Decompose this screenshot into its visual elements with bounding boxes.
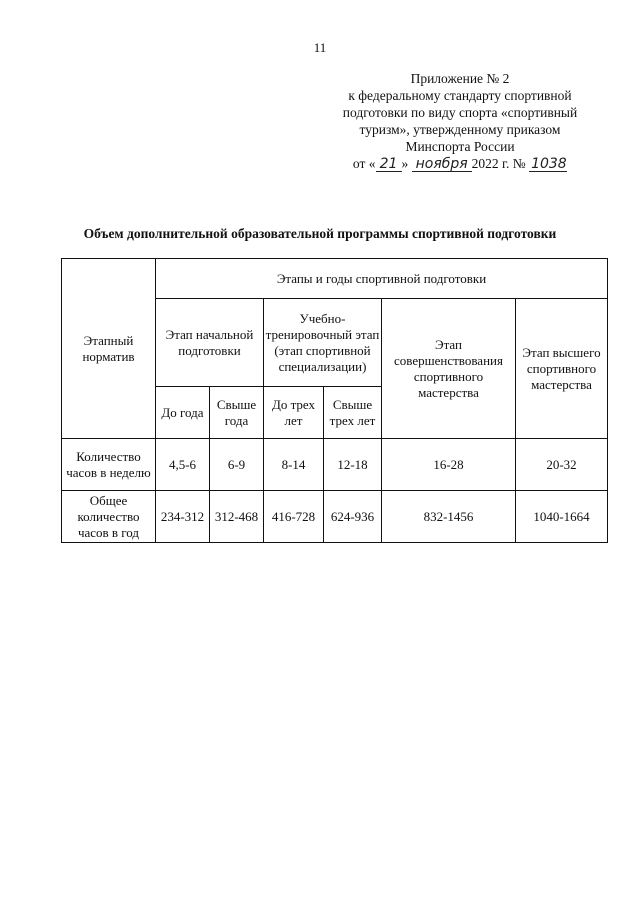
table-cell: 16-28	[382, 439, 516, 491]
document-title: Объем дополнительной образовательной программы спортивной подготовки	[83, 226, 557, 241]
table-cell: 4,5-6	[156, 439, 210, 491]
header-training-stage: Учебно-тренировочный этап (этап спортивной специализации)	[264, 299, 382, 387]
header-stage-norm: Этапный норматив	[62, 259, 156, 439]
date-suffix: 2022 г. №	[471, 156, 526, 171]
table-cell: 20-32	[516, 439, 608, 491]
handwritten-month: ноября	[412, 157, 472, 172]
row-label: Общее количество часов в год	[62, 491, 156, 543]
table-cell: 624-936	[324, 491, 382, 543]
appendix-header	[290, 70, 630, 172]
table-cell: 312-468	[210, 491, 264, 543]
table-cell: 6-9	[210, 439, 264, 491]
appendix-line-3: подготовки по виду спорта «спортивный	[342, 105, 578, 120]
table-cell: 832-1456	[382, 491, 516, 543]
program-volume-table	[61, 258, 608, 543]
date-separator: »	[401, 156, 409, 171]
appendix-line-2: к федеральному стандарту спортивной	[348, 88, 572, 103]
subheader-initial-up-to-year: До года	[156, 387, 210, 439]
appendix-date-line	[290, 155, 630, 172]
subheader-training-over-three: Свыше трех лет	[324, 387, 382, 439]
table-cell: 1040-1664	[516, 491, 608, 543]
header-perfection-stage: Этап совершенствования спортивного мастерства	[382, 299, 516, 439]
header-initial-stage: Этап начальной подготовки	[156, 299, 264, 387]
appendix-line-4: туризм», утвержденному приказом	[359, 122, 561, 137]
header-stages-years: Этапы и годы спортивной подготовки	[156, 259, 608, 299]
page-number: 11	[313, 40, 327, 55]
handwritten-order-number: 1038	[531, 156, 567, 172]
table-cell: 234-312	[156, 491, 210, 543]
appendix-line-5: Минспорта России	[405, 139, 515, 154]
header-higher-stage: Этап высшего спортивного мастерства	[516, 299, 608, 439]
table-row	[62, 491, 608, 543]
date-prefix: от «	[352, 156, 376, 171]
appendix-line-1: Приложение № 2	[410, 71, 510, 86]
table-row	[62, 439, 608, 491]
subheader-training-up-to-three: До трех лет	[264, 387, 324, 439]
table-cell: 416-728	[264, 491, 324, 543]
subheader-initial-over-year: Свыше года	[210, 387, 264, 439]
handwritten-day: 21	[376, 157, 402, 172]
table-cell: 12-18	[324, 439, 382, 491]
row-label: Количество часов в неделю	[62, 439, 156, 491]
table-cell: 8-14	[264, 439, 324, 491]
